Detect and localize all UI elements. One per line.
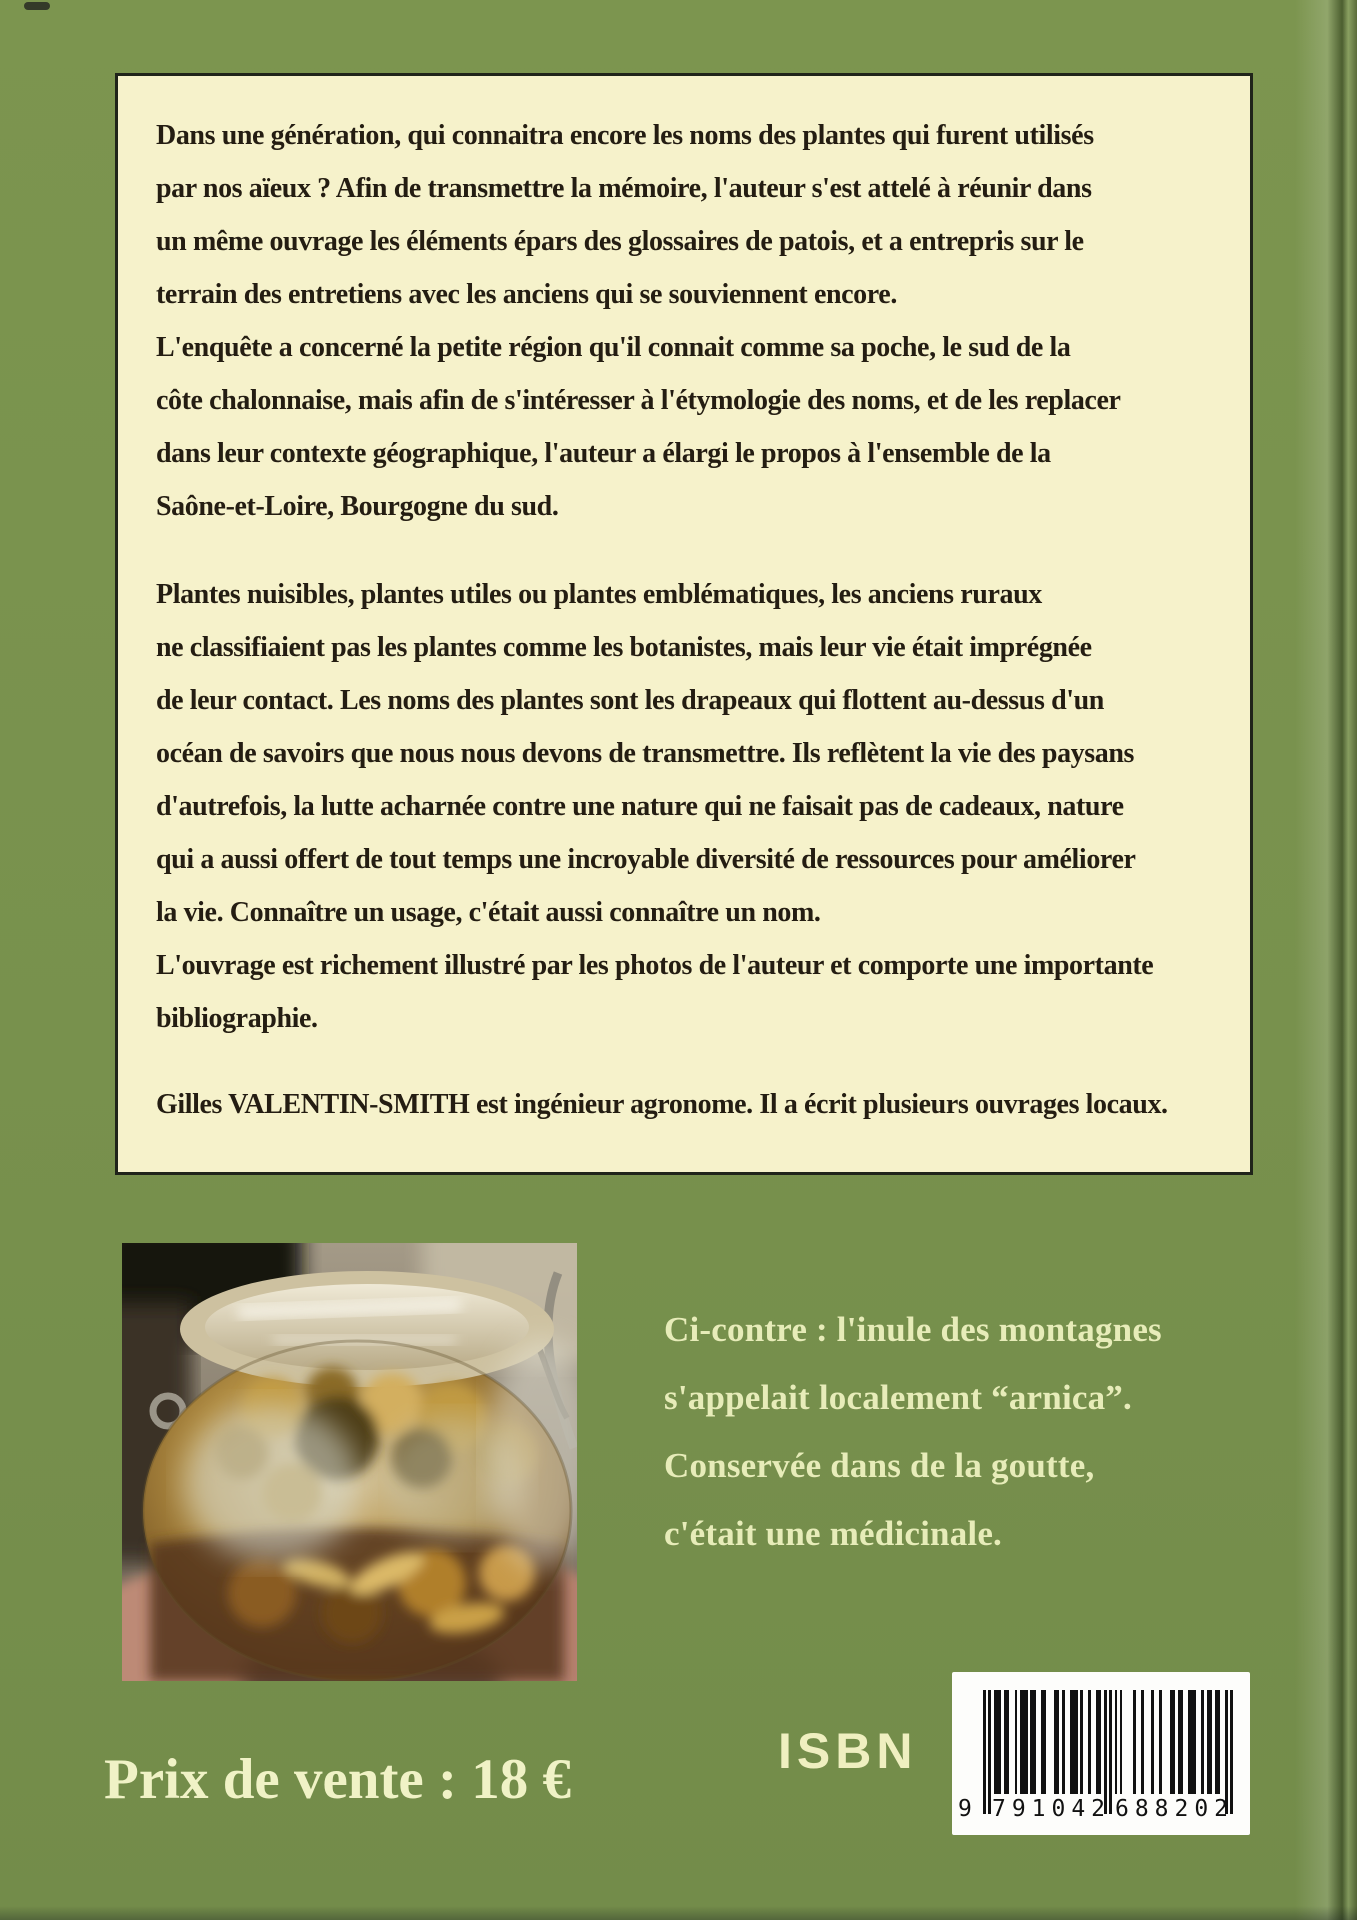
barcode-bar <box>1044 1690 1047 1794</box>
caption-line: Ci-contre : l'inule des montagnes <box>664 1310 1162 1349</box>
barcode-bar <box>1109 1690 1112 1814</box>
barcode-digit: 4 <box>1071 1796 1086 1822</box>
blurb-line: Plantes nuisibles, plantes utiles ou plantes emblématiques, les anciens ruraux <box>156 579 1042 610</box>
blurb-panel <box>115 73 1253 1175</box>
price-label: Prix de vente : 18 € <box>104 1748 571 1811</box>
barcode-digit: 2 <box>1174 1796 1189 1822</box>
barcode-bar <box>1115 1690 1118 1794</box>
barcode-digit: 2 <box>1214 1796 1228 1822</box>
barcode-bar <box>1062 1690 1065 1794</box>
jar-photo <box>122 1243 577 1681</box>
caption-line: Conservée dans de la goutte, <box>664 1446 1095 1485</box>
barcode-bar <box>988 1690 991 1814</box>
blurb-line: d'autrefois, la lutte acharnée contre une nature qui ne faisait pas de cadeaux, nature <box>156 791 1124 822</box>
barcode-digit: 8 <box>1154 1796 1169 1822</box>
page-edge-shading <box>1295 0 1357 1920</box>
barcode-digit-first: 9 <box>958 1796 972 1822</box>
barcode-bar <box>1099 1690 1102 1794</box>
jar-photo-art <box>122 1243 577 1681</box>
barcode-digit: 1 <box>1031 1796 1046 1822</box>
photo-caption <box>664 1296 1162 1568</box>
blurb-line: L'enquête a concerné la petite région qu'il connait comme sa poche, le sud de la <box>156 332 1071 363</box>
barcode-bar <box>1217 1690 1220 1794</box>
barcode-bar <box>999 1690 1002 1794</box>
blurb-line: un même ouvrage les éléments épars des glossaires de patois, et a entrepris sur le <box>156 226 1084 257</box>
page-bottom-shading <box>0 1906 1357 1920</box>
barcode-bar <box>1172 1690 1175 1794</box>
barcode-digit: 0 <box>1051 1796 1066 1822</box>
blurb-line: la vie. Connaître un usage, c'était aussi connaître un nom. <box>156 897 821 928</box>
blurb-line: côte chalonnaise, mais afin de s'intéresser à l'étymologie des noms, et de les replacer <box>156 385 1121 416</box>
barcode-bar <box>1159 1690 1162 1794</box>
barcode-bar <box>1201 1690 1204 1794</box>
barcode-digit: 2 <box>1091 1796 1105 1822</box>
barcode-bar <box>1120 1690 1123 1794</box>
barcode-digit: 9 <box>1011 1796 1026 1822</box>
caption-line: s'appelait localement “arnica”. <box>664 1378 1132 1417</box>
scan-artifact-speck <box>24 2 50 10</box>
blurb-paragraph-2 <box>156 568 1224 1045</box>
barcode-digits-left <box>992 1794 1105 1824</box>
blurb-line: dans leur contexte géographique, l'auteur a élargi le propos à l'ensemble de la <box>156 438 1051 469</box>
barcode-bar <box>1080 1690 1083 1794</box>
barcode-bar <box>1007 1690 1010 1794</box>
blurb-line: de leur contact. Les noms des plantes sont les drapeaux qui flottent au-dessus d'un <box>156 685 1104 716</box>
barcode-bar <box>1141 1690 1144 1794</box>
barcode-bar <box>1230 1690 1233 1814</box>
barcode-bar <box>1088 1690 1091 1794</box>
barcode-digits-right <box>1115 1794 1228 1824</box>
barcode-bar <box>1033 1690 1036 1794</box>
caption-line: c'était une médicinale. <box>664 1514 1003 1553</box>
blurb-line: L'ouvrage est richement illustré par les photos de l'auteur et comporte une importante <box>156 950 1154 981</box>
barcode-bar <box>1025 1690 1028 1794</box>
blurb-line: terrain des entretiens avec les anciens qui se souviennent encore. <box>156 279 897 310</box>
blurb-line: par nos aïeux ? Afin de transmettre la mémoire, l'auteur s'est attelé à réunir dans <box>156 173 1092 204</box>
blurb-line: Saône-et-Loire, Bourgogne du sud. <box>156 491 559 522</box>
barcode-digit: 0 <box>1194 1796 1209 1822</box>
barcode-digit: 6 <box>1115 1796 1129 1822</box>
blurb-paragraph-1 <box>156 109 1224 533</box>
blurb-line: bibliographie. <box>156 1003 318 1034</box>
barcode-bar <box>1151 1690 1154 1794</box>
isbn-label: ISBN <box>778 1723 918 1779</box>
barcode-bar <box>1209 1690 1212 1794</box>
barcode-bar <box>1180 1690 1183 1794</box>
blurb-line: océan de savoirs que nous nous devons de transmettre. Ils reflètent la vie des paysans <box>156 738 1135 769</box>
barcode-bar <box>1194 1690 1197 1794</box>
barcode-bar <box>1133 1690 1136 1794</box>
barcode-bar <box>1057 1690 1060 1794</box>
author-bio-line: Gilles VALENTIN-SMITH est ingénieur agronome. Il a écrit plusieurs ouvrages locaux. <box>156 1089 1168 1120</box>
blurb-line: ne classifiaient pas les plantes comme les botanistes, mais leur vie était imprégnée <box>156 632 1092 663</box>
barcode-bar <box>983 1690 986 1814</box>
barcode-digit: 8 <box>1134 1796 1149 1822</box>
barcode-digit: 7 <box>992 1796 1006 1822</box>
blurb-line: qui a aussi offert de tout temps une incroyable diversité de ressources pour améliorer <box>156 844 1136 875</box>
barcode-bar <box>1015 1690 1018 1794</box>
barcode-bar <box>1075 1690 1078 1794</box>
barcode <box>952 1672 1250 1835</box>
blurb-line: Dans une génération, qui connaitra encore les noms des plantes qui furent utilisés <box>156 120 1094 151</box>
